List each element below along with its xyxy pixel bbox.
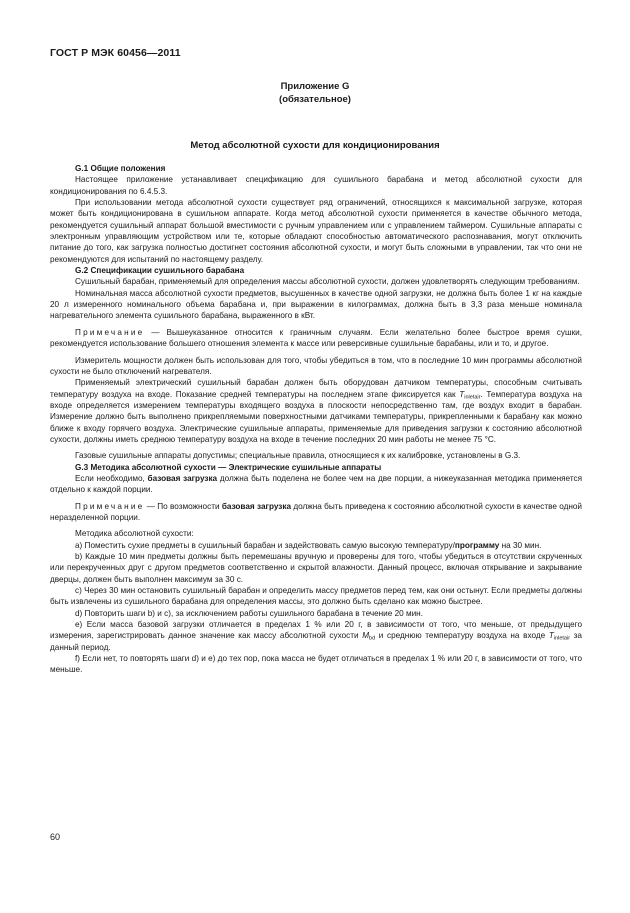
term-bold: программу bbox=[454, 540, 500, 550]
term-bold: базовая загрузка bbox=[221, 501, 292, 511]
text-run: Если необходимо, bbox=[75, 473, 148, 483]
symbol-t: T bbox=[548, 631, 554, 641]
symbol-t: T bbox=[459, 389, 465, 399]
section-heading-g3: G.3 Методика абсолютной сухости — Электрические сушильные аппараты bbox=[75, 462, 382, 472]
list-item-c: с) Через 30 мин остановить сушильный барабан и определить массу предметов перед тем, как они остынут. Если предметы должны быть извлечены из сушильного барабана для определения массы, это должно быть сделано как можно быстрее. bbox=[50, 586, 582, 607]
note-text: — Вышеуказанное относится к граничным случаям. Если желательно более быстрое время сушки, рекомендуется использование большего отношения элемента к массе или реверсивные сушильные барабаны, или и то, и другое. bbox=[50, 327, 582, 349]
paragraph: При использовании метода абсолютной сухости существует ряд ограничений, относящихся к максимальной загрузке, которая может быть кондиционирована в сушильном аппарате. Когда метод абсолютной сухости применяется в качестве обычного метода, рекомендуется сушильный аппарат большой вместимости с ручным управлением или с управлением таймером. Сушильные аппараты с электронным управляющим устройством или те, которые обладают способностью автоматического распознавания, могут отключить питание до того, как загрузка полностью достигнет состояния абсолютной сухости, и могут быть сложными в управлении, так что они не рекомендуются для испытаний по настоящему разделу. bbox=[50, 198, 582, 264]
document-body bbox=[50, 163, 582, 676]
symbol-subscript: inletair bbox=[553, 635, 571, 642]
note-label: Примечание bbox=[75, 327, 145, 337]
page-number: 60 bbox=[50, 832, 61, 842]
note-label: Примечание bbox=[75, 501, 145, 511]
text-run: и среднюю температуру воздуха на входе bbox=[375, 631, 549, 641]
paragraph: Методика абсолютной сухости: bbox=[75, 529, 194, 539]
note-paragraph bbox=[50, 327, 582, 350]
text-run: а) Поместить сухие предметы в сушильный барабан и задействовать самую высокую температуру/ bbox=[75, 540, 455, 550]
text-run: е) Если масса базовой загрузки отличается в пределах 1 % или 20 г, в зависимости от того, что меньше, от предыдущего измерения, зарегистрировать данное значение как массу абсолютной сухости bbox=[50, 620, 582, 641]
list-item-f: f) Если нет, то повторять шаги d) и е) до тех пор, пока масса не будет отличаться в пределах 1 % или 20 г, в зависимости от того, что меньше. bbox=[50, 654, 582, 675]
text-run: должна быть поделена не более чем на две порции, а нижеуказанная методика применяется отдельно к каждой порции. bbox=[50, 473, 583, 495]
list-item-d: d) Повторить шаги b) и с), за исключением работы сушильного барабана в течение 20 мин. bbox=[75, 608, 423, 618]
note-text: должна быть приведена к состоянию абсолютной сухости в качестве одной неразделенной порции. bbox=[50, 501, 583, 522]
text-run: на 30 мин. bbox=[499, 540, 542, 550]
appendix-status: (обязательное) bbox=[279, 94, 351, 105]
text-run: Применяемый электрический сушильный барабан должен быть оборудован датчиком температуры, способным считывать температуру воздуха на входе. Показание средней температуры на последнем этапе фиксируется как bbox=[50, 378, 582, 399]
paragraph bbox=[50, 473, 582, 496]
term-bold: базовая загрузка bbox=[147, 473, 218, 483]
paragraph: Номинальная масса абсолютной сухости предметов, высушенных в качестве одной загрузки, не должна быть более 1 кг на каждые 20 л измеренного номинального объема барабана и, при выражении в килограммах, должна быть в 3,3 раза меньше номинала нагревательного элемента сушильного барабана, выраженного в кВт. bbox=[50, 288, 582, 321]
symbol-m: M bbox=[362, 631, 370, 641]
text-run: за данный период. bbox=[50, 631, 582, 652]
note-text: — По возможности bbox=[144, 501, 222, 511]
paragraph: Сушильный барабан, применяемый для определения массы абсолютной сухости, должен удовлетворять следующим требованиям. bbox=[75, 277, 580, 287]
list-item-a bbox=[50, 540, 582, 551]
paragraph: Измеритель мощности должен быть использован для того, чтобы убедиться в том, что в последние 10 мин программы абсолютной сухости не было отключений нагревателя. bbox=[50, 355, 582, 376]
list-item-e bbox=[50, 619, 582, 653]
appendix-heading bbox=[200, 80, 430, 106]
section-heading-g2: G.2 Спецификации сушильного барабана bbox=[75, 266, 245, 276]
symbol-subscript: bd bbox=[369, 635, 376, 642]
paragraph bbox=[50, 377, 582, 445]
symbol-subscript: inletair bbox=[464, 394, 481, 401]
appendix-title: Приложение G bbox=[280, 81, 350, 92]
paragraph: Газовые сушильные аппараты допустимы; специальные правила, относящиеся к их калибровке, установлены в G.3. bbox=[75, 451, 521, 461]
note-paragraph bbox=[50, 501, 582, 524]
section-heading-g1: G.1 Общие положения bbox=[75, 164, 166, 173]
page-title: Метод абсолютной сухости для кондиционирования bbox=[190, 140, 440, 151]
list-item-b: b) Каждые 10 мин предметы должны быть перемешаны вручную и проверены для того, чтобы убедиться в отсутствии скрученных или перекрученных друг с другом предметов соответственно и скрытой влажности. Данный процесс, включая открывание и закрывание дверцы, должен быть выполнен максимум за 30 с. bbox=[50, 552, 582, 584]
text-run: . Температура воздуха на входе определяется измерением температуры входящего воздуха в плоскости непосредственно там, где воздух входит в барабан. Измерение должно быть выполнено прикрепляемыми поверхностными датчиками температуры, прикрепленными к барабану как можно ближе к входу горячего воздуха. Электрические сушильные аппараты, применяемые для приведения загрузки к состоянию абсолютной сухости, должны иметь среднюю температуру воздуха на входе в течение последних 20 мин работы не менее 75 °С. bbox=[50, 389, 582, 444]
standard-header: ГОСТ Р МЭК 60456—2011 bbox=[50, 47, 181, 59]
paragraph: Настоящее приложение устанавливает спецификацию для сушильного барабана и метод абсолютной сухости для кондиционирования по 6.4.5.3. bbox=[50, 175, 582, 196]
